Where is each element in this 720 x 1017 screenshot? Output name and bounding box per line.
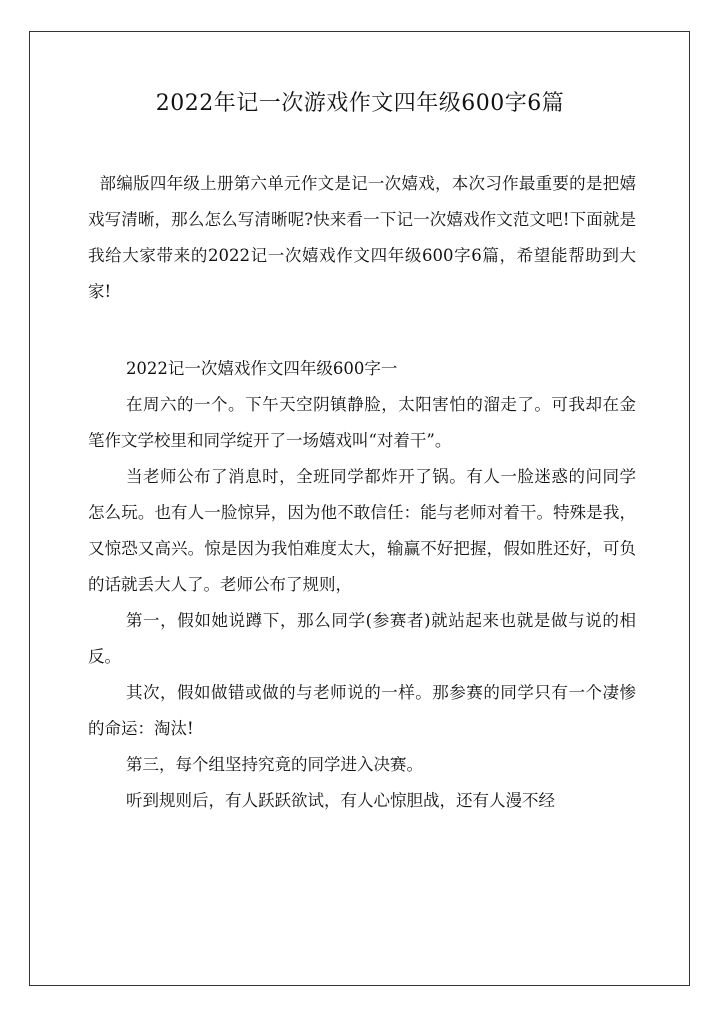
intro-paragraph: 部编版四年级上册第六单元作文是记一次嬉戏，本次习作最重要的是把嬉戏写清晰，那么怎么写清晰呢?快来看一下记一次嬉戏作文范文吧!下面就是我给大家带来的2022记一次嬉戏作文四年级600字6篇，希望能帮助到大家! bbox=[88, 174, 636, 301]
essay-paragraph: 第一，假如她说蹲下，那么同学(参赛者)就站起来也就是做与说的相反。 bbox=[88, 611, 636, 666]
essay-body bbox=[88, 351, 636, 819]
essay-paragraph: 第三，每个组坚持究竟的同学进入决赛。 bbox=[125, 755, 423, 774]
document-title: 2022年记一次游戏作文四年级600字6篇 bbox=[155, 91, 565, 116]
essay-paragraph: 其次，假如做错或做的与老师说的一样。那参赛的同学只有一个凄惨的命运：淘汰! bbox=[88, 683, 636, 738]
section-heading: 2022记一次嬉戏作文四年级600字一 bbox=[125, 359, 398, 378]
essay-paragraph: 在周六的一个。下午天空阴镇静脸，太阳害怕的溜走了。可我却在金笔作文学校里和同学绽开了一场嬉戏叫“对着干”。 bbox=[88, 395, 636, 450]
essay-paragraph: 当老师公布了消息时，全班同学都炸开了锅。有人一脸迷惑的问同学怎么玩。也有人一脸惊异，因为他不敢信任：能与老师对着干。特殊是我，又惊恐又高兴。惊是因为我怕难度太大，输赢不好把握，假如胜还好，可负的话就丢大人了。老师公布了规则， bbox=[88, 467, 636, 594]
essay-paragraph: 听到规则后，有人跃跃欲试，有人心惊胆战，还有人漫不经 bbox=[125, 791, 555, 810]
